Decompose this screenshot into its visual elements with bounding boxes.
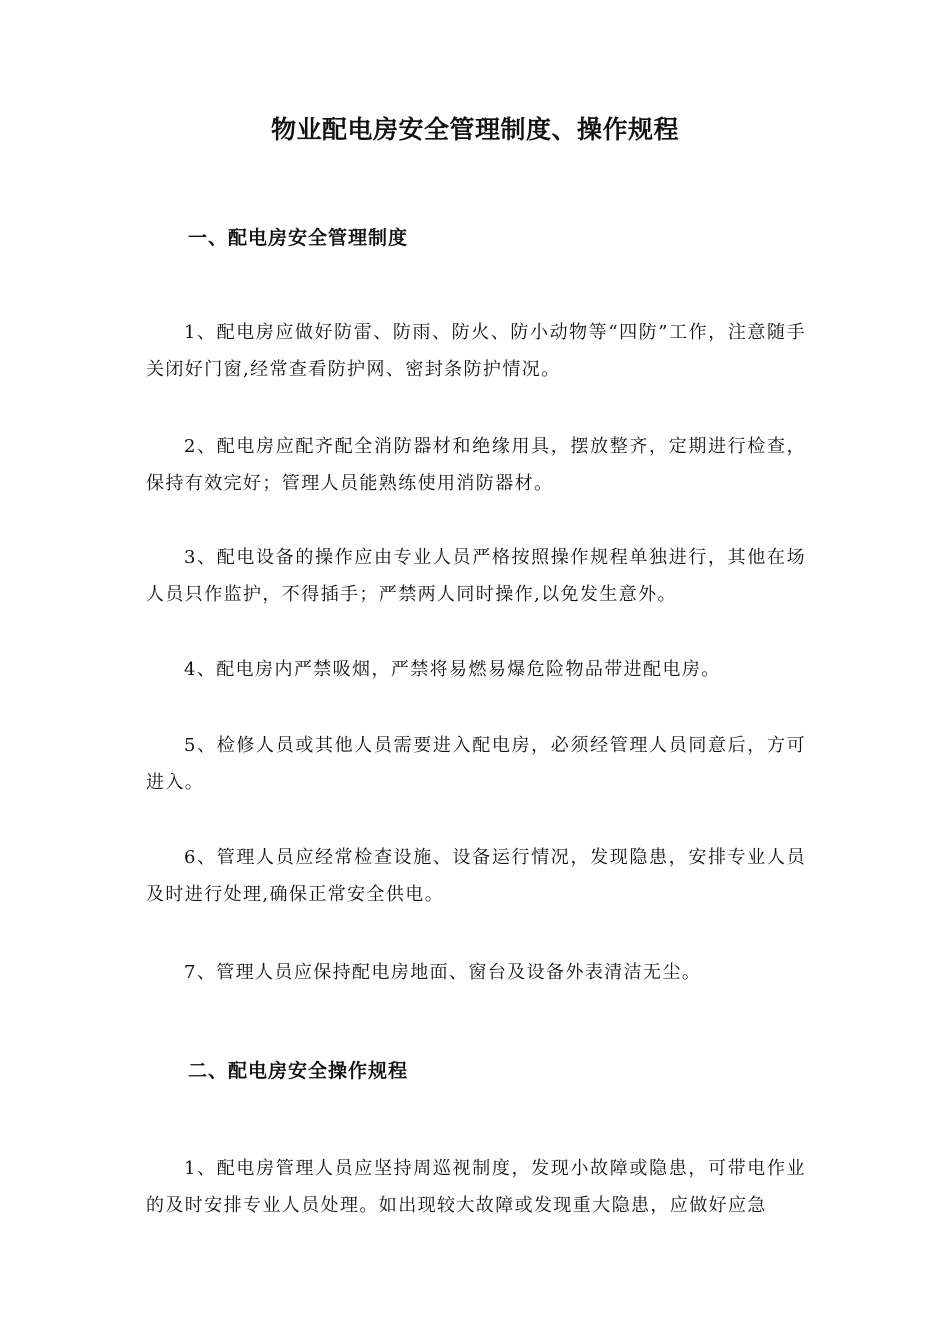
paragraph: 1、配电房管理人员应坚持周巡视制度，发现小故障或隐患，可带电作业的及时安排专业人员处理。如出现较大故障或发现重大隐患，应做好应急 — [146, 1158, 806, 1216]
paragraph: 5、检修人员或其他人员需要进入配电房，必须经管理人员同意后，方可进入。 — [146, 735, 806, 793]
paragraph: 6、管理人员应经常检查设施、设备运行情况，发现隐患，安排专业人员及时进行处理,确保正常安全供电。 — [146, 847, 806, 905]
paragraph: 7、管理人员应保持配电房地面、窗台及设备外表清洁无尘。 — [184, 962, 702, 983]
section-heading-management: 一、配电房安全管理制度 — [188, 227, 409, 249]
section-heading-operation: 二、配电房安全操作规程 — [188, 1060, 409, 1082]
paragraph: 2、配电房应配齐配全消防器材和绝缘用具，摆放整齐，定期进行检查，保持有效完好；管理人员能熟练使用消防器材。 — [146, 436, 806, 494]
paragraph: 4、配电房内严禁吸烟，严禁将易燃易爆危险物品带进配电房。 — [184, 659, 721, 680]
paragraph: 3、配电设备的操作应由专业人员严格按照操作规程单独进行，其他在场人员只作监护，不得插手；严禁两人同时操作,以免发生意外。 — [146, 547, 806, 605]
document-title: 物业配电房安全管理制度、操作规程 — [270, 115, 679, 144]
paragraph: 1、配电房应做好防雷、防雨、防火、防小动物等“四防”工作，注意随手关闭好门窗,经常查看防护网、密封条防护情况。 — [146, 322, 806, 380]
